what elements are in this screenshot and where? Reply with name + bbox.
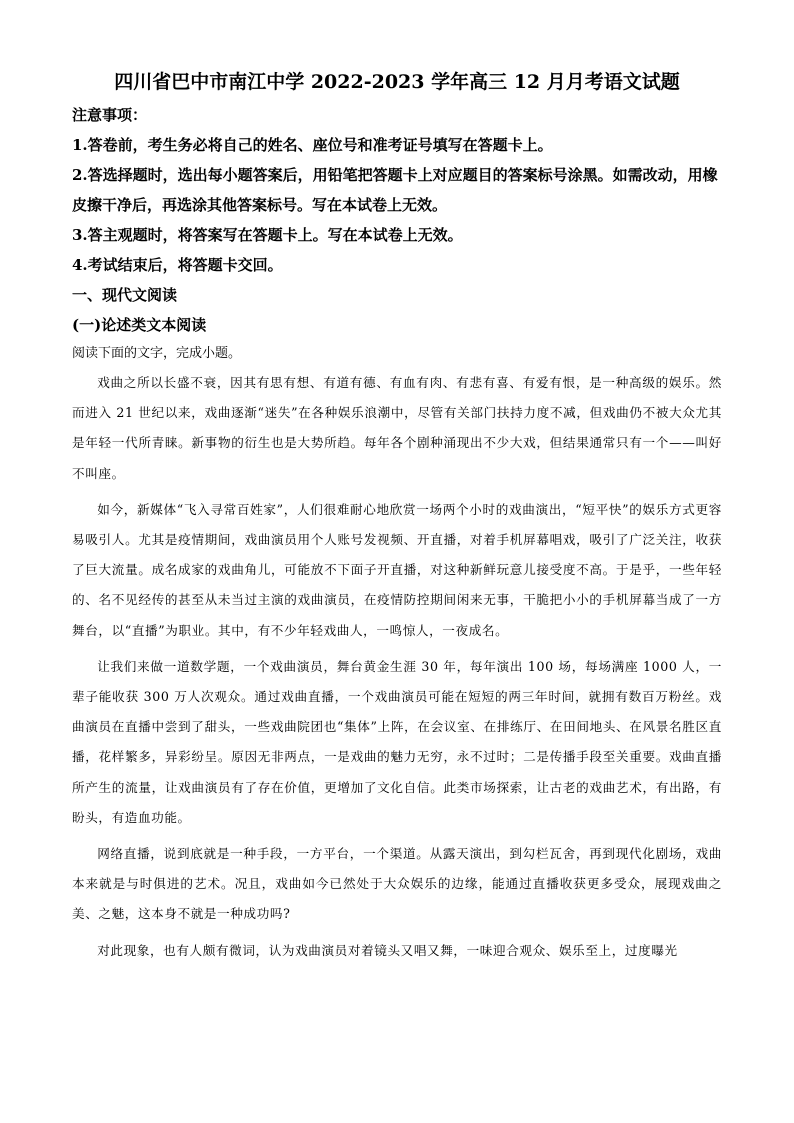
passage-paragraph-5: 对此现象，也有人颇有微词，认为戏曲演员对着镜头又唱又舞，一味迎合观众、娱乐至上，过度曝光 [97, 942, 678, 958]
note-item-2: 2.答选择题时，选出每小题答案后，用铅笔把答题卡上对应题目的答案标号涂黑。如需改动，用橡皮擦干净后，再选涂其他答案标号。写在本试卷上无效。 [72, 166, 718, 214]
passage-paragraph-2: 如今，新媒体“飞入寻常百姓家”，人们很难耐心地欣赏一场两个小时的戏曲演出，“短平快”的娱乐方式更容易吸引人。尤其是疫情期间，戏曲演员用个人账号发视频、开直播，对着手机屏幕唱戏，吸引了广泛关注，收获了巨大流量。成名成家的戏曲角儿，可能放不下面子开直播，对这种新鲜玩意儿接受度不高。于是乎，一些年轻的、名不见经传的甚至从未当过主演的戏曲演员，在疫情防控期间闲来无事，干脆把小小的手机屏幕当成了一方舞台，以“直播”为职业。其中，有不少年轻戏曲人，一鸣惊人，一夜成名。 [72, 501, 722, 638]
passage-paragraph-4: 网络直播，说到底就是一种手段，一方平台，一个渠道。从露天演出，到勾栏瓦舍，再到现代化剧场，戏曲本来就是与时俱进的艺术。况且，戏曲如今已然处于大众娱乐的边缘，能通过直播收获更多受众，展现戏曲之美、之魅，这本身不就是一种成功吗? [72, 846, 722, 922]
reading-instruction: 阅读下面的文字，完成小题。 [72, 346, 242, 361]
note-item-3: 3.答主观题时，将答案写在答题卡上。写在本试卷上无效。 [72, 226, 463, 244]
note-item-1: 1.答卷前，考生务必将自己的姓名、座位号和准考证号填写在答题卡上。 [72, 136, 553, 154]
passage-paragraph-1: 戏曲之所以长盛不衰，因其有思有想、有道有德、有血有肉、有悲有喜、有爱有恨，是一种高级的娱乐。然而进入 21 世纪以来，戏曲逐渐“迷失”在各种娱乐浪潮中，尽管有关部门扶持力度不减，但戏曲仍不被大众尤其是年轻一代所青睐。新事物的衍生也是大势所趋。每年各个剧种涌现出不少大戏，但结果通常只有一个——叫好不叫座。 [72, 375, 722, 481]
document-page [72, 68, 722, 972]
passage-paragraph-3: 让我们来做一道数学题，一个戏曲演员，舞台黄金生涯 30 年，每年演出 100 场，每场满座 1000 人，一辈子能收获 300 万人次观众。通过戏曲直播，一个戏曲演员可能在短短的两三年时间，就拥有数百万粉丝。戏曲演员在直播中尝到了甜头，一些戏曲院团也“集体”上阵，在会议室、在排练厅、在田间地头、在风景名胜区直播，花样繁多，异彩纷呈。原因无非两点，一是戏曲的魅力无穷，永不过时；二是传播手段至关重要。戏曲直播所产生的流量，让戏曲演员有了存在价值，更增加了文化自信。此类市场探索，让古老的戏曲艺术，有出路，有盼头，有造血功能。 [72, 658, 722, 825]
notes-heading: 注意事项： [72, 106, 148, 124]
section-title: 一、现代文阅读 [72, 286, 178, 304]
document-title: 四川省巴中市南江中学 2022-2023 学年高三 12 月月考语文试题 [114, 71, 680, 93]
note-item-4: 4.考试结束后，将答题卡交回。 [72, 256, 283, 274]
reading-passage [72, 368, 722, 966]
subsection-title: (一)论述类文本阅读 [72, 316, 207, 334]
